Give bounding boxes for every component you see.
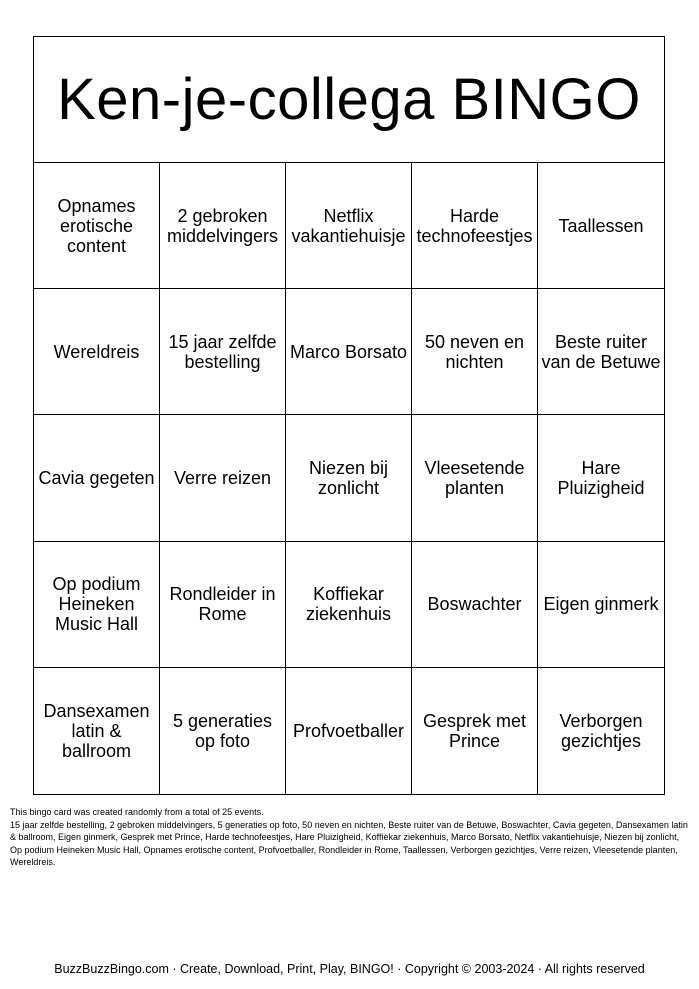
bingo-cell-text: Gesprek met Prince (422, 710, 527, 751)
bingo-cell (34, 289, 160, 415)
bingo-cell-text: 5 generaties op foto (172, 710, 273, 751)
bingo-cell (286, 415, 412, 541)
bingo-cell (538, 415, 664, 541)
bingo-card-title: Ken-je-collega BINGO (34, 37, 664, 163)
bingo-cell-text: Netflix vakantiehuisje (291, 205, 406, 246)
bingo-cell-text: Profvoetballer (292, 720, 405, 741)
bingo-card (33, 36, 665, 795)
bingo-cell-text: Boswachter (427, 594, 522, 615)
bingo-cell-text: Cavia gegeten (38, 467, 155, 488)
bingo-cell-text: Marco Borsato (289, 341, 408, 362)
bingo-cell-text: Op podium Heineken Music Hall (52, 574, 141, 635)
bingo-cell (34, 163, 160, 289)
site-footer: BuzzBuzzBingo.com · Create, Download, Print, Play, BINGO! · Copyright © 2003-2024 · All rights reserved (54, 962, 645, 976)
bingo-cell (538, 668, 664, 794)
bingo-cell-text: Hare Pluizigheid (557, 457, 645, 498)
bingo-cell (160, 668, 286, 794)
bingo-cell (286, 163, 412, 289)
bingo-cell (286, 668, 412, 794)
card-footnote (10, 806, 690, 869)
bingo-cell-text: Niezen bij zonlicht (308, 457, 389, 498)
bingo-cell-text: Rondleider in Rome (169, 584, 276, 625)
bingo-cell (538, 289, 664, 415)
bingo-cell (160, 289, 286, 415)
bingo-cell (412, 668, 538, 794)
bingo-grid (34, 163, 664, 794)
bingo-cell (412, 542, 538, 668)
bingo-cell-text: Dansexamen latin & ballroom (43, 700, 150, 761)
bingo-cell-text: 2 gebroken middelvingers (166, 205, 279, 246)
bingo-cell (538, 542, 664, 668)
bingo-cell (34, 668, 160, 794)
footnote-events-list: 15 jaar zelfde bestelling, 2 gebroken middelvingers, 5 generaties op foto, 50 neven en nichten, Beste ruiter van de Betuwe, Boswachter, Cavia gegeten, Dansexamen latin & ballroom, Eigen ginmerk, Gesprek met Prince, Harde technofeestjes, Hare Pluizigheid, Koffiekar ziekenhuis, Marco Borsato, Netflix vakantiehuisje, Niezen bij zonlicht, Op podium Heineken Music Hall, Opnames erotische content, Profvoetballer, Rondleider in Rome, Taallessen, Verborgen gezichtjes, Verre reizen, Vleesetende planten, Wereldreis. (10, 819, 688, 867)
bingo-cell (412, 289, 538, 415)
bingo-cell (160, 163, 286, 289)
bingo-cell (34, 415, 160, 541)
bingo-cell (286, 289, 412, 415)
bingo-cell-text: Beste ruiter van de Betuwe (541, 331, 661, 372)
bingo-cell-text: 50 neven en nichten (424, 331, 525, 372)
bingo-cell (160, 542, 286, 668)
bingo-cell-text: Opnames erotische content (57, 195, 136, 256)
bingo-cell-text: Wereldreis (53, 341, 140, 362)
bingo-cell (34, 542, 160, 668)
bingo-cell (160, 415, 286, 541)
bingo-cell-text: Koffiekar ziekenhuis (305, 584, 392, 625)
bingo-cell (412, 415, 538, 541)
bingo-cell-text: Taallessen (558, 215, 644, 236)
bingo-cell-text: 15 jaar zelfde bestelling (168, 331, 277, 372)
bingo-cell-text: Eigen ginmerk (543, 594, 659, 615)
bingo-cell-text: Verre reizen (173, 467, 272, 488)
bingo-cell (286, 542, 412, 668)
bingo-cell-text: Harde technofeestjes (416, 205, 533, 246)
footnote-intro: This bingo card was created randomly from a total of 25 events. (10, 807, 264, 817)
bingo-cell (412, 163, 538, 289)
bingo-cell-text: Verborgen gezichtjes (559, 710, 643, 751)
bingo-cell-text: Vleesetende planten (424, 457, 525, 498)
bingo-cell (538, 163, 664, 289)
